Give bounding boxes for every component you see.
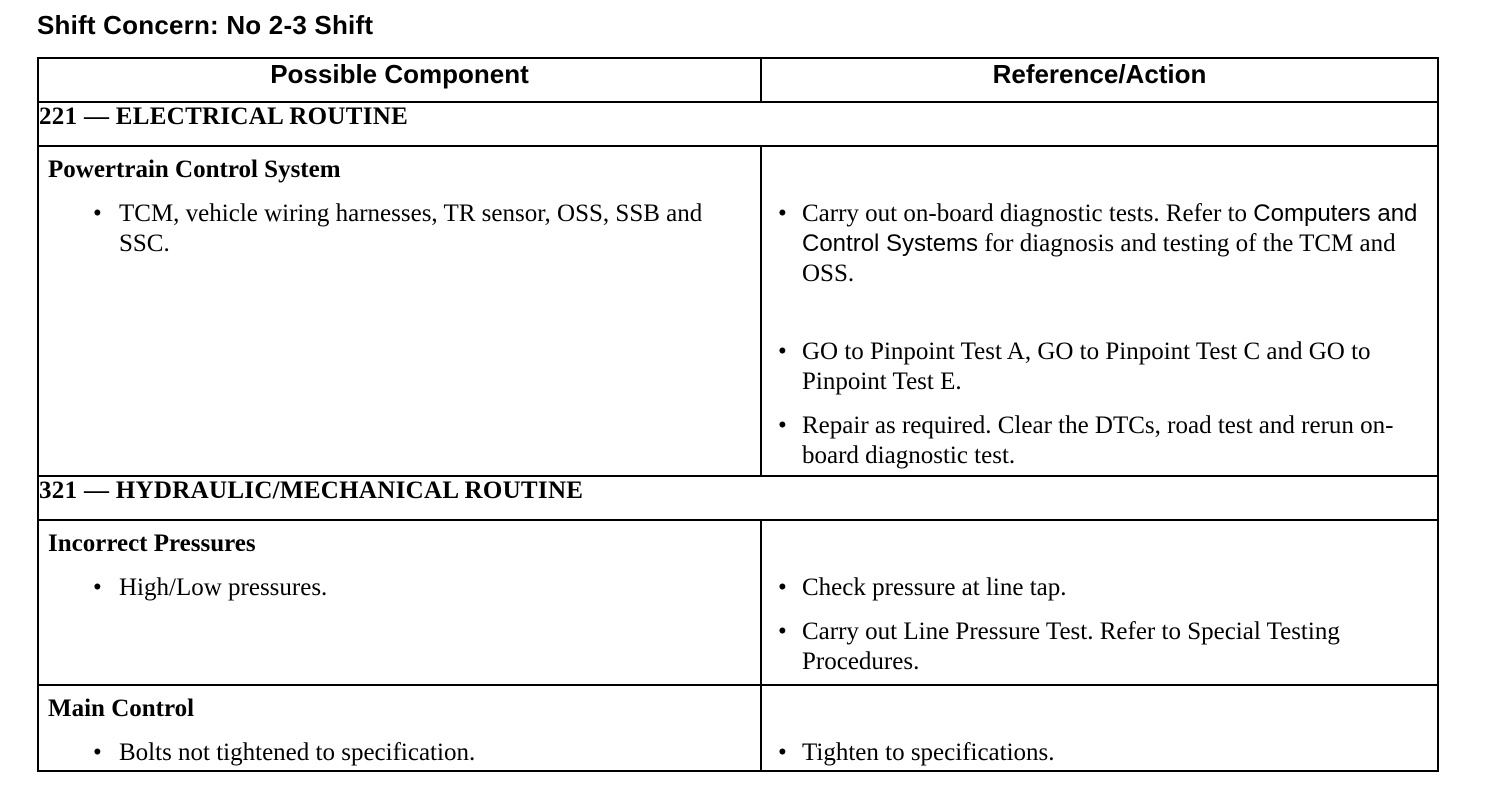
table-row: [38, 520, 1438, 685]
component-group-title: Main Control: [48, 695, 195, 722]
routine-label: 221 — ELECTRICAL ROUTINE: [38, 102, 1438, 146]
diagnosis-table: [37, 57, 1439, 772]
table-header-row: [38, 58, 1438, 102]
routine-row: [38, 476, 1438, 520]
action-text: Check pressure at line tap.: [802, 574, 1067, 601]
bullet-icon: •: [778, 338, 787, 365]
bullet-icon: •: [93, 739, 102, 766]
action-text: Carry out Line Pressure Test. Refer to Special Testing Procedures.: [802, 618, 1340, 675]
action-item: [762, 573, 1437, 603]
action-text: for diagnosis and testing of the TCM and OSS.: [802, 230, 1396, 287]
action-cell: [761, 146, 1438, 476]
component-item-text: Bolts not tightened to specification.: [119, 739, 476, 766]
action-item: [762, 617, 1437, 677]
action-item: [762, 337, 1437, 397]
component-item-text: TCM, vehicle wiring harnesses, TR sensor, OSS, SSB and SSC.: [119, 200, 703, 257]
action-cell: [761, 685, 1438, 771]
table-row: [38, 146, 1438, 476]
component-cell: [38, 146, 761, 476]
action-reference: Computers and Control Systems: [802, 200, 1418, 257]
bullet-icon: •: [778, 574, 787, 601]
action-item: [762, 738, 1437, 768]
bullet-icon: •: [778, 739, 787, 766]
action-item: [762, 411, 1437, 471]
component-group-title: Powertrain Control System: [48, 156, 341, 183]
action-text: Repair as required. Clear the DTCs, road test and rerun on-board diagnostic test.: [802, 412, 1394, 469]
component-cell: [38, 685, 761, 771]
bullet-icon: •: [778, 412, 787, 439]
component-item: [39, 573, 760, 603]
bullet-icon: •: [778, 200, 787, 227]
component-item-text: High/Low pressures.: [119, 574, 328, 601]
page-title: Shift Concern: No 2-3 Shift: [37, 10, 374, 40]
table-row: [38, 685, 1438, 771]
component-item: [39, 738, 760, 768]
bullet-icon: •: [778, 618, 787, 645]
component-group-title: Incorrect Pressures: [48, 530, 256, 557]
action-text: Tighten to specifications.: [802, 739, 1055, 766]
action-text: GO to Pinpoint Test A, GO to Pinpoint Test C and GO to Pinpoint Test E.: [802, 338, 1371, 395]
header-reference-action: Reference/Action: [761, 58, 1438, 102]
action-cell: [761, 520, 1438, 685]
action-item: [762, 199, 1437, 289]
routine-row: [38, 102, 1438, 146]
action-text: Carry out on-board diagnostic tests. Refer to: [802, 200, 1248, 227]
component-item: [39, 199, 760, 259]
bullet-icon: •: [93, 574, 102, 601]
header-possible-component: Possible Component: [38, 58, 761, 102]
bullet-icon: •: [93, 200, 102, 227]
component-cell: [38, 520, 761, 685]
routine-label: 321 — HYDRAULIC/MECHANICAL ROUTINE: [38, 476, 1438, 520]
